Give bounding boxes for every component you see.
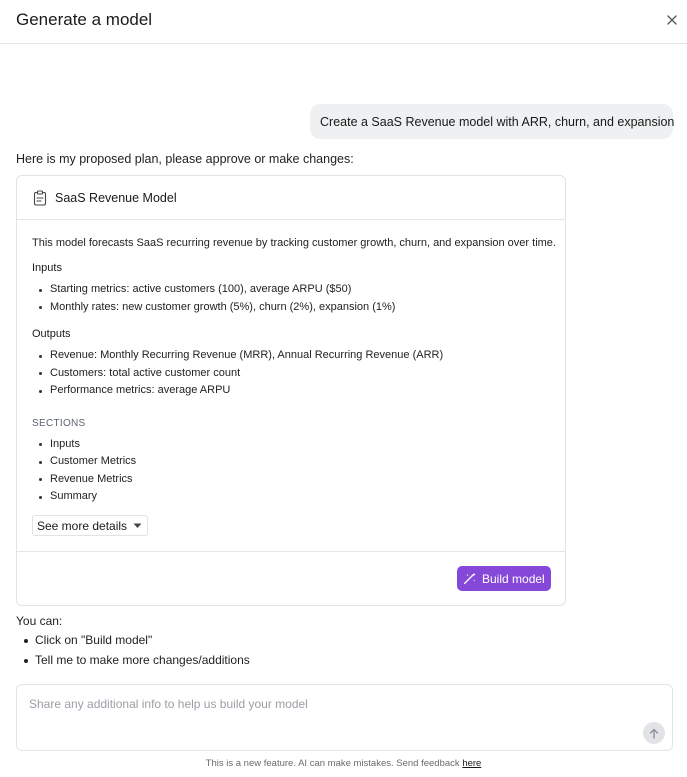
list-item: Monthly rates: new customer growth (5%), churn (2%), expansion (1%) bbox=[32, 299, 557, 317]
list-item: Customers: total active customer count bbox=[32, 365, 557, 383]
build-model-label: Build model bbox=[482, 571, 545, 586]
disclaimer-text: This is a new feature. AI can make mistakes. Send feedback bbox=[205, 758, 463, 769]
inputs-list bbox=[32, 281, 557, 316]
list-item: Customer Metrics bbox=[32, 453, 557, 471]
list-item: Performance metrics: average ARPU bbox=[32, 382, 557, 400]
see-more-label: See more details bbox=[37, 518, 128, 533]
list-item: Revenue: Monthly Recurring Revenue (MRR), Annual Recurring Revenue (ARR) bbox=[32, 347, 557, 365]
see-more-details-toggle[interactable] bbox=[32, 515, 148, 536]
list-item: Summary bbox=[32, 488, 557, 506]
list-item: Click on "Build model" bbox=[16, 631, 250, 651]
inputs-heading: Inputs bbox=[32, 262, 62, 274]
outputs-heading: Outputs bbox=[32, 328, 71, 340]
disclaimer bbox=[0, 758, 687, 769]
dialog-title: Generate a model bbox=[16, 10, 153, 29]
options-list bbox=[16, 631, 250, 670]
message-input[interactable] bbox=[29, 697, 629, 717]
wand-icon bbox=[463, 572, 477, 585]
outputs-list bbox=[32, 347, 557, 400]
composer bbox=[16, 684, 673, 751]
list-item: Revenue Metrics bbox=[32, 471, 557, 489]
user-message: Create a SaaS Revenue model with ARR, churn, and expansion bbox=[310, 104, 673, 139]
divider bbox=[17, 551, 565, 552]
plan-card-header bbox=[17, 176, 565, 220]
plan-title: SaaS Revenue Model bbox=[55, 191, 177, 205]
clipboard-icon bbox=[33, 190, 47, 206]
assistant-intro: Here is my proposed plan, please approve or make changes: bbox=[16, 152, 354, 166]
plan-body bbox=[32, 236, 557, 506]
close-icon bbox=[667, 15, 677, 25]
close-button[interactable] bbox=[662, 10, 682, 30]
list-item: Inputs bbox=[32, 436, 557, 454]
arrow-up-icon bbox=[649, 728, 659, 739]
list-item: Tell me to make more changes/additions bbox=[16, 651, 250, 671]
dialog-header bbox=[0, 0, 687, 44]
feedback-link[interactable]: here bbox=[462, 758, 482, 769]
caret-down-icon bbox=[133, 523, 142, 529]
sections-list bbox=[32, 436, 557, 506]
plan-card bbox=[16, 175, 566, 606]
send-button[interactable] bbox=[643, 722, 665, 744]
options-heading: You can: bbox=[16, 614, 63, 628]
sections-heading: SECTIONS bbox=[32, 417, 86, 429]
plan-description: This model forecasts SaaS recurring revenue by tracking customer growth, churn, and expansion over time. bbox=[32, 237, 556, 249]
list-item: Starting metrics: active customers (100), average ARPU ($50) bbox=[32, 281, 557, 299]
build-model-button[interactable] bbox=[457, 566, 551, 591]
